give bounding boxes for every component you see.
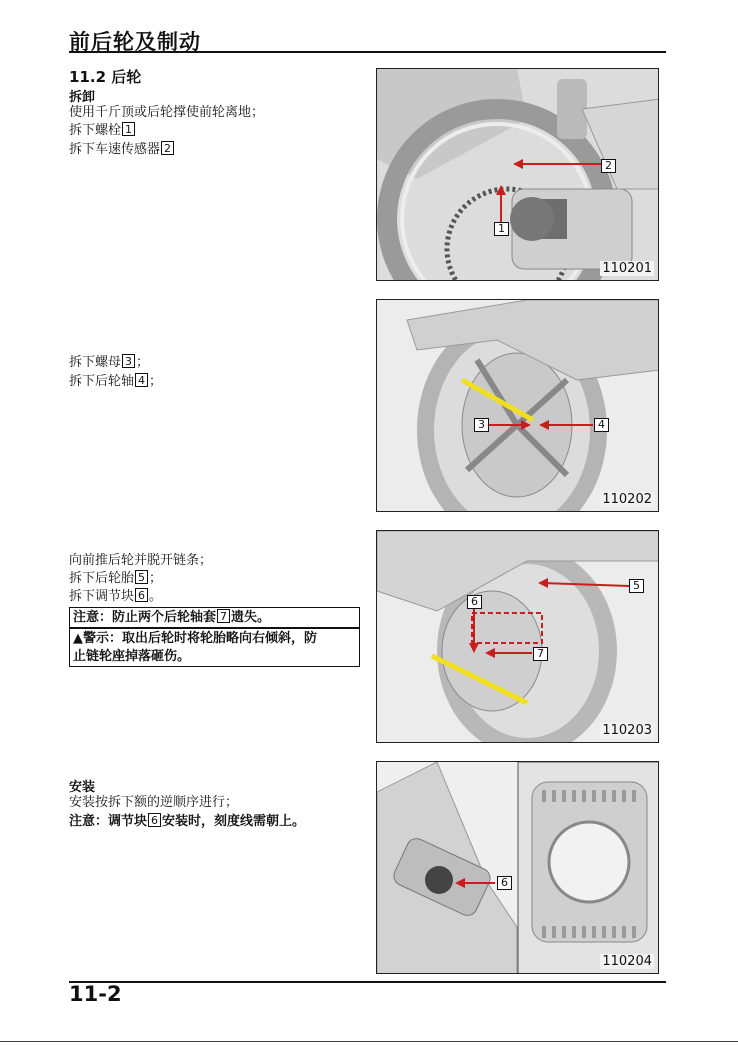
block2-line-2-end: ； xyxy=(149,374,163,389)
page-edge-line xyxy=(0,1041,738,1042)
part-number-badge: 6 xyxy=(135,588,148,602)
figure-illustration xyxy=(377,300,659,512)
block3-line-3-end: 。 xyxy=(149,589,163,604)
warning-triangle-icon: ▲ xyxy=(73,631,83,646)
block3-line-3 xyxy=(69,588,162,605)
figure-illustration xyxy=(377,531,659,743)
section-heading: 11.2 后轮 xyxy=(69,68,142,86)
install-subheading: 安装 xyxy=(69,780,96,795)
caution-note-text-a: 注意：防止两个后轮轴套 xyxy=(73,610,217,625)
part-number-badge: 3 xyxy=(122,354,135,368)
figure-110203 xyxy=(376,530,659,743)
callout-label: 4 xyxy=(594,418,609,432)
removal-subheading: 拆卸 xyxy=(69,90,96,105)
part-number-badge: 7 xyxy=(217,609,230,623)
callout-label: 6 xyxy=(467,595,482,609)
callout-label: 2 xyxy=(601,159,616,173)
footer-rule xyxy=(69,981,666,983)
figure-number: 110204 xyxy=(602,954,652,969)
install-note xyxy=(69,813,305,830)
figure-110204 xyxy=(376,761,659,974)
page-number: 11-2 xyxy=(69,982,122,1006)
warning-text-line-2: 止链轮座掉落砸伤。 xyxy=(73,649,191,664)
block3-line-3-text: 拆下调节块 xyxy=(69,589,135,604)
part-number-badge: 4 xyxy=(135,373,148,387)
block3-line-2 xyxy=(69,570,162,587)
block3-line-2-text: 拆下后轮胎 xyxy=(69,571,135,586)
block2-line-2 xyxy=(69,373,162,390)
block3-line-2-end: ； xyxy=(149,571,163,586)
block2-line-1-text: 拆下螺母 xyxy=(69,355,122,370)
caution-note xyxy=(69,607,360,628)
caution-note-text-b: 遗失。 xyxy=(231,610,271,625)
figure-illustration xyxy=(377,69,659,281)
install-line-1: 安装按拆下额的逆顺序进行； xyxy=(69,795,239,810)
removal-step-3 xyxy=(69,141,175,158)
callout-label: 3 xyxy=(474,418,489,432)
callout-label: 1 xyxy=(494,222,509,236)
part-number-badge: 6 xyxy=(148,813,161,827)
header-rule xyxy=(69,51,666,53)
warning-text-line-1: 警示：取出后轮时将轮胎略向右倾斜，防 xyxy=(83,631,318,646)
removal-step-2 xyxy=(69,122,136,139)
part-number-badge: 5 xyxy=(135,570,148,584)
block3-line-1: 向前推后轮并脱开链条； xyxy=(69,553,213,568)
figure-number: 110203 xyxy=(602,723,652,738)
callout-label: 6 xyxy=(497,876,512,890)
callout-label: 5 xyxy=(629,579,644,593)
part-number-badge: 2 xyxy=(161,141,174,155)
chapter-title: 前后轮及制动 xyxy=(69,30,201,54)
block2-line-1 xyxy=(69,354,149,371)
block2-line-2-text: 拆下后轮轴 xyxy=(69,374,135,389)
warning-note xyxy=(69,628,360,667)
figure-110202 xyxy=(376,299,659,512)
figure-number: 110201 xyxy=(602,261,652,276)
removal-step-2-text: 拆下螺栓 xyxy=(69,123,122,138)
callout-label: 7 xyxy=(533,647,548,661)
removal-step-1: 使用千斤顶或后轮撑使前轮离地； xyxy=(69,105,265,120)
part-number-badge: 1 xyxy=(122,122,135,136)
block2-line-1-end: ； xyxy=(136,355,150,370)
install-note-text-a: 注意：调节块 xyxy=(69,814,148,829)
removal-step-3-text: 拆下车速传感器 xyxy=(69,142,161,157)
install-note-text-b: 安装时，刻度线需朝上。 xyxy=(162,814,306,829)
figure-number: 110202 xyxy=(602,492,652,507)
figure-110201 xyxy=(376,68,659,281)
figure-illustration xyxy=(377,762,659,974)
